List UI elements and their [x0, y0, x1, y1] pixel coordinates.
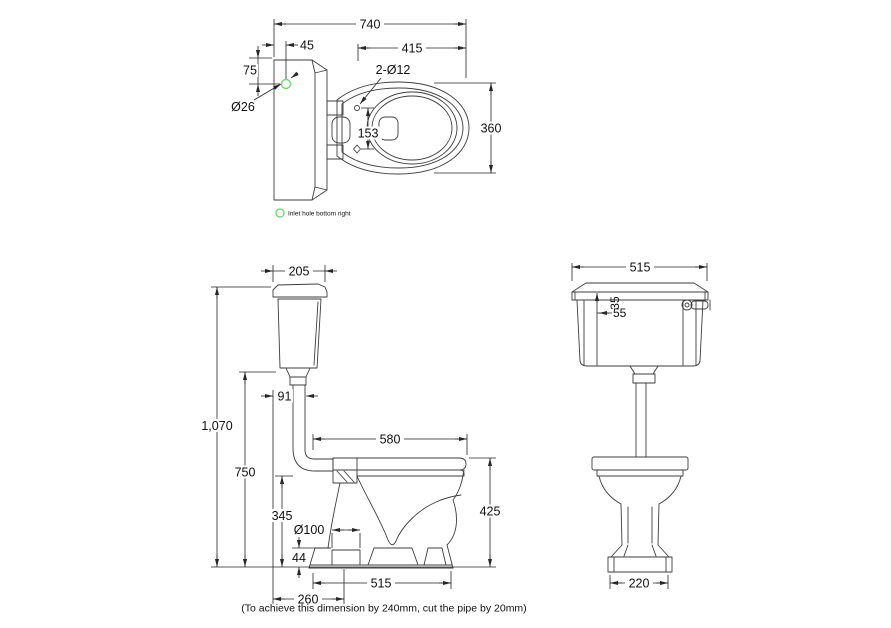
dim-lever-drop: 35 [608, 296, 622, 310]
dim-overall-depth: 740 [359, 17, 381, 32]
pipe-cut-note: (To achieve this dimension by 240mm, cut the pipe by 20mm) [241, 602, 527, 615]
side-view [199, 265, 527, 615]
cistern-plan-outline [274, 60, 350, 200]
dim-seat-fixing-holes: 2-Ø12 [375, 63, 411, 77]
plan-legend [276, 209, 351, 218]
inlet-hole-marker [282, 80, 291, 89]
cistern-side-outline [273, 284, 327, 385]
pan-side-outline [309, 458, 466, 568]
dim-pan-width: 360 [480, 121, 502, 136]
dim-flush-pipe-offset: 91 [277, 389, 292, 404]
dim-pedestal-base-width: 220 [628, 576, 650, 591]
dim-wall-to-outlet: 260 [297, 592, 319, 607]
dim-outlet-base-height: 44 [292, 551, 306, 565]
dim-inlet-offset-y: 75 [243, 63, 257, 78]
dim-inlet-diameter: Ø26 [231, 100, 255, 114]
pan-front-outline [592, 457, 688, 572]
dim-lever-inset: 55 [613, 306, 627, 320]
dim-holes-to-front: 415 [401, 41, 423, 56]
dim-overall-height: 1,070 [201, 419, 233, 433]
dim-pan-height: 425 [479, 504, 501, 519]
dim-pan-base-depth: 515 [370, 576, 392, 591]
side-dimensions [199, 265, 504, 607]
cistern-front-outline [572, 283, 708, 383]
seat-fixing-hole-center [354, 145, 361, 153]
flush-pipe-front [636, 383, 646, 457]
seat-fixing-hole [355, 106, 360, 111]
dim-outlet-diameter: Ø100 [293, 523, 325, 537]
dim-hole-spacing: 153 [357, 126, 379, 141]
dim-cistern-depth: 205 [288, 264, 310, 279]
soil-outlet-side [332, 550, 360, 565]
legend-label: Inlet hole bottom right [288, 210, 351, 218]
legend-inlet-swatch [276, 209, 284, 217]
plan-view [231, 18, 505, 218]
dim-seat-depth: 580 [379, 432, 401, 447]
front-view [572, 261, 710, 591]
plan-dimensions [231, 18, 505, 174]
dim-trap-height: 345 [271, 509, 293, 523]
dim-inlet-offset-x: 45 [300, 38, 314, 53]
flush-pipe-side [293, 385, 333, 471]
dim-cistern-width: 515 [629, 260, 651, 275]
dim-cistern-underside-height: 750 [234, 465, 256, 480]
